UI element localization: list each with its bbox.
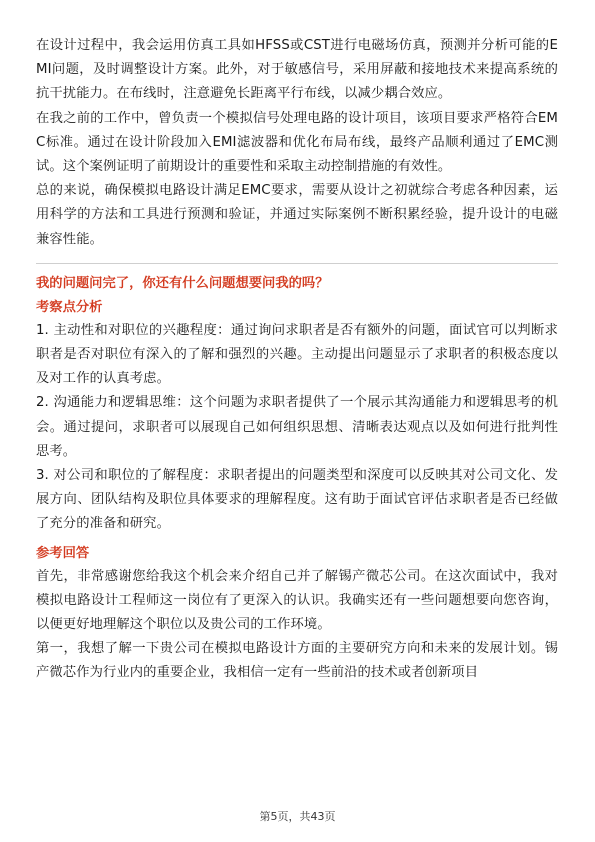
page-content xyxy=(36,34,558,686)
analysis-item-2: 2. 沟通能力和逻辑思维：这个问题为求职者提供了一个展示其沟通能力和逻辑思考的机会。通过提问，求职者可以展现自己如何组织思想、清晰表达观点以及如何进行批判性思考。 xyxy=(36,395,558,459)
analysis-item-3: 3. 对公司和职位的了解程度：求职者提出的问题类型和深度可以反映其对公司文化、发展方向、团队结构及职位具体要求的理解程度。这有助于面试官评估求职者是否已经做了充分的准备和研究。 xyxy=(36,468,558,532)
interview-question: 我的问题问完了，你还有什么问题想要问我的吗？ xyxy=(36,275,329,291)
analysis-item-1: 1. 主动性和对职位的兴趣程度：通过询问求职者是否有额外的问题，面试官可以判断求职者是否对职位有深入的了解和强烈的兴趣。主动提出问题显示了求职者的积极态度以及对工作的认真考虑。 xyxy=(36,322,558,387)
answer-paragraph-2: 第一，我想了解一下贵公司在模拟电路设计方面的主要研究方向和未来的发展计划。锡产微芯作为行业内的重要企业，我相信一定有一些前沿的技术或者创新项目 xyxy=(36,641,558,681)
intro-paragraph-1: 在设计过程中，我会运用仿真工具如HFSS或CST进行电磁场仿真，预测并分析可能的EMI问题，及时调整设计方案。此外，对于敏感信号，采用屏蔽和接地技术来提高系统的抗干扰能力。在布线时，注意避免长距离平行布线，以减少耦合效应。 xyxy=(36,38,558,102)
section-divider xyxy=(36,263,558,264)
analysis-heading: 考察点分析 xyxy=(36,299,103,315)
page-number: 第5页，共43页 xyxy=(259,810,336,823)
intro-paragraph-2: 在我之前的工作中，曾负责一个模拟信号处理电路的设计项目，该项目要求严格符合EMC标准。通过在设计阶段加入EMI滤波器和优化布局布线，最终产品顺利通过了EMC测试。这个案例证明了前期设计的重要性和采取主动控制措施的有效性。 xyxy=(36,110,558,175)
answer-heading: 参考回答 xyxy=(36,545,90,561)
answer-paragraph-1: 首先，非常感谢您给我这个机会来介绍自己并了解锡产微芯公司。在这次面试中，我对模拟电路设计工程师这一岗位有了更深入的认识。我确实还有一些问题想要向您咨询，以便更好地理解这个职位以及贵公司的工作环境。 xyxy=(36,568,558,633)
intro-paragraph-3: 总的来说，确保模拟电路设计满足EMC要求，需要从设计之初就综合考虑各种因素，运用科学的方法和工具进行预测和验证，并通过实际案例不断积累经验，提升设计的电磁兼容性能。 xyxy=(36,183,558,247)
